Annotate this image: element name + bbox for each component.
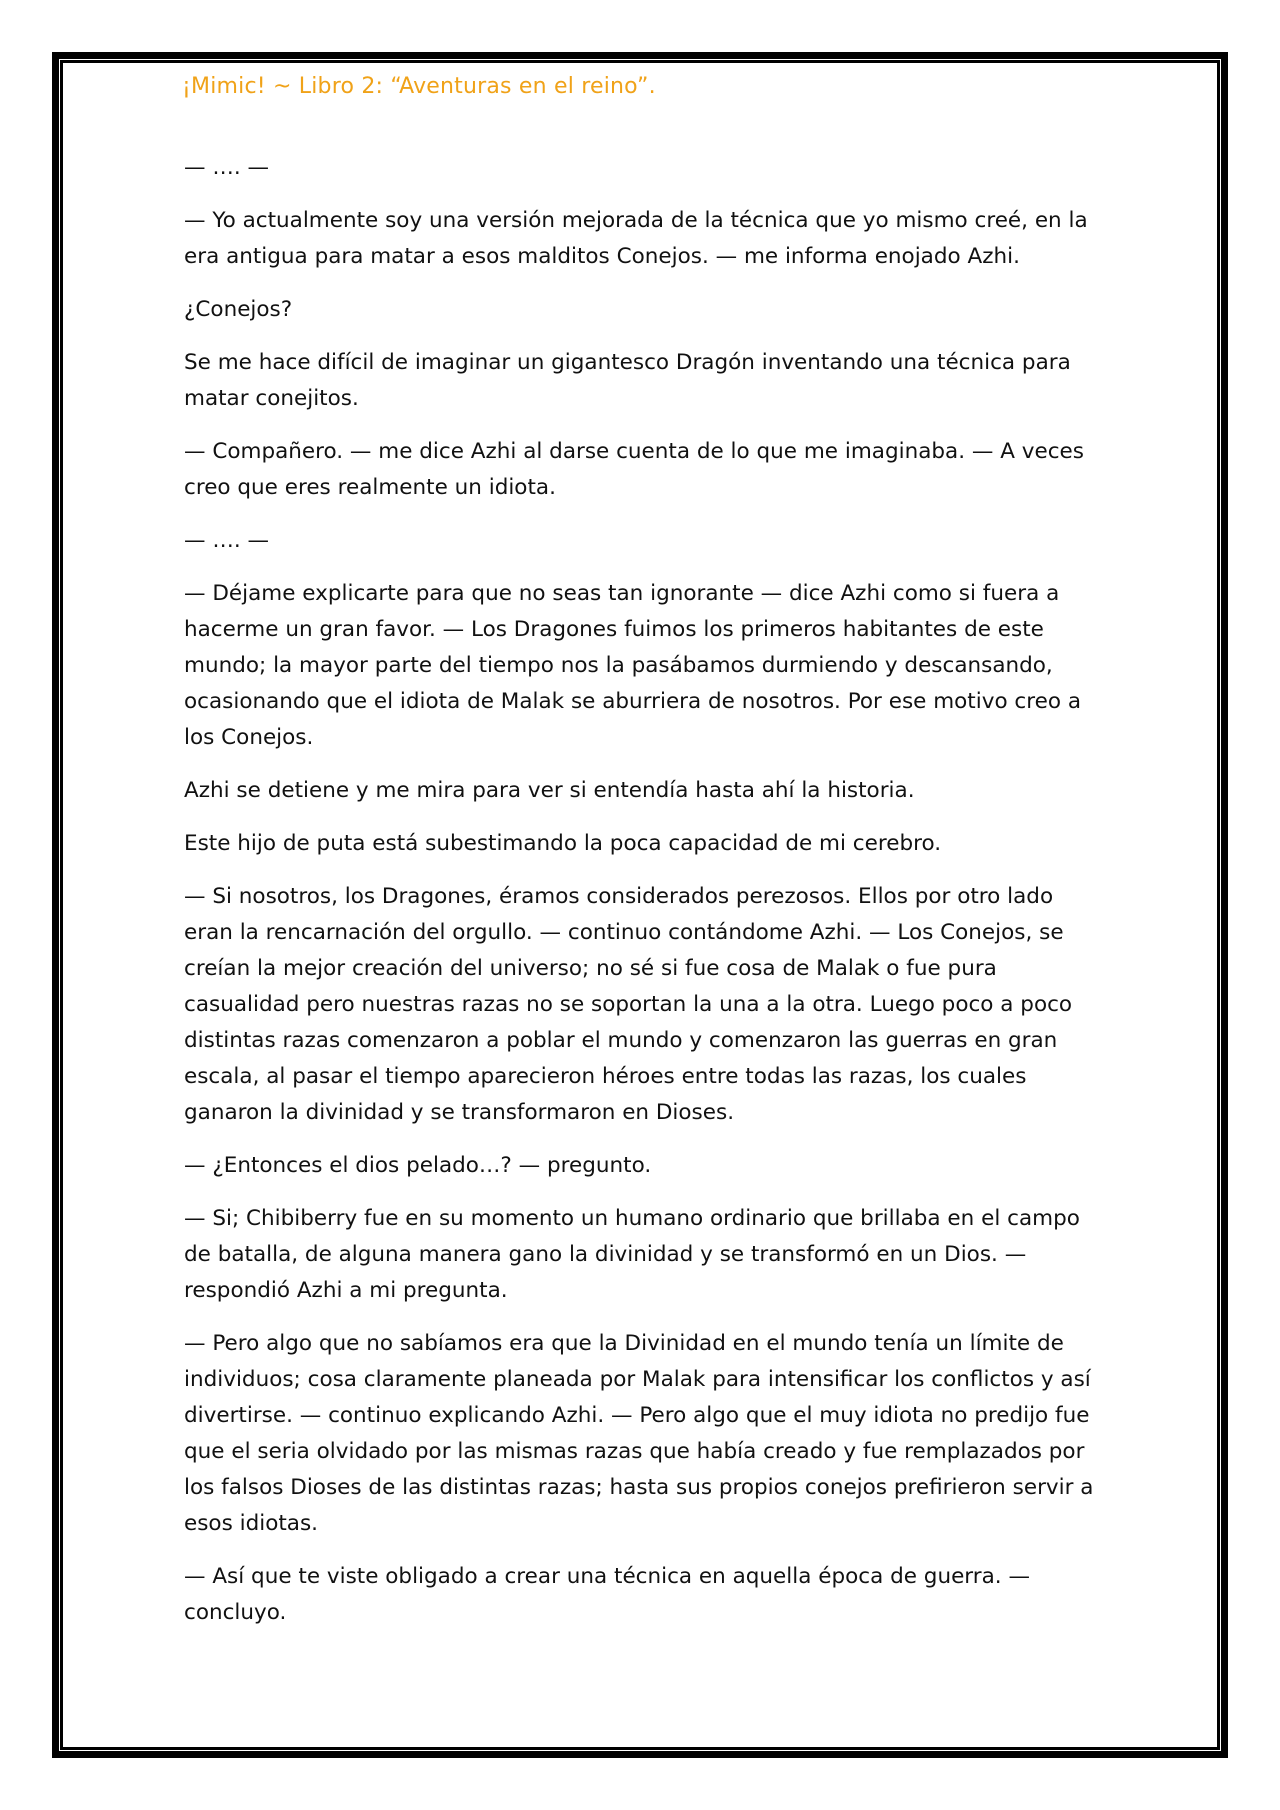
paragraph: — Si; Chibiberry fue en su momento un humano ordinario que brillaba en el campo de batalla, de alguna manera gano la divinidad y se transformó en un Dios. — respondió Azhi a mi pregunta. [184, 1206, 1080, 1303]
paragraph: — Yo actualmente soy una versión mejorada de la técnica que yo mismo creé, en la era antigua para matar a esos malditos Conejos. — me informa enojado Azhi. [184, 208, 1088, 269]
paragraph: Se me hace difícil de imaginar un gigantesco Dragón inventando una técnica para matar conejitos. [184, 350, 1071, 411]
paragraph: Este hijo de puta está subestimando la poca capacidad de mi cerebro. [184, 831, 942, 856]
paragraph: — ¿Entonces el dios pelado…? — pregunto. [184, 1153, 652, 1178]
body-text [184, 150, 1104, 1648]
page-header-title: ¡Mimic! ~ Libro 2: “Aventuras en el reino”. [182, 74, 656, 99]
paragraph: — …. — [184, 155, 270, 180]
paragraph: — Así que te viste obligado a crear una técnica en aquella época de guerra. — concluyo. [184, 1564, 1030, 1625]
paragraph: — …. — [184, 528, 270, 553]
paragraph: — Pero algo que no sabíamos era que la Divinidad en el mundo tenía un límite de individuos; cosa claramente planeada por Malak para intensificar los conflictos y así divertirse. — continuo explicando Azhi. — Pero algo que el muy idiota no predijo fue que el seria olvidado por las mismas razas que había creado y fue remplazados por los falsos Dioses de las distintas razas; hasta sus propios conejos prefirieron servir a esos idiotas. [184, 1331, 1094, 1536]
paragraph: — Si nosotros, los Dragones, éramos considerados perezosos. Ellos por otro lado eran la rencarnación del orgullo. — continuo contándome Azhi. — Los Conejos, se creían la mejor creación del universo; no sé si fue cosa de Malak o fue pura casualidad pero nuestras razas no se soportan la una a la otra. Luego poco a poco distintas razas comenzaron a poblar el mundo y comenzaron las guerras en gran escala, al pasar el tiempo aparecieron héroes entre todas las razas, los cuales ganaron la divinidad y se transformaron en Dioses. [184, 884, 1073, 1125]
paragraph: Azhi se detiene y me mira para ver si entendía hasta ahí la historia. [184, 778, 915, 803]
paragraph: — Déjame explicarte para que no seas tan ignorante — dice Azhi como si fuera a hacerme un gran favor. — Los Dragones fuimos los primeros habitantes de este mundo; la mayor parte del tiempo nos la pasábamos durmiendo y descansando, ocasionando que el idiota de Malak se aburriera de nosotros. Por ese motivo creo a los Conejos. [184, 581, 1082, 750]
paragraph: ¿Conejos? [184, 297, 293, 322]
paragraph: — Compañero. — me dice Azhi al darse cuenta de lo que me imaginaba. — A veces creo que eres realmente un idiota. [184, 439, 1084, 500]
